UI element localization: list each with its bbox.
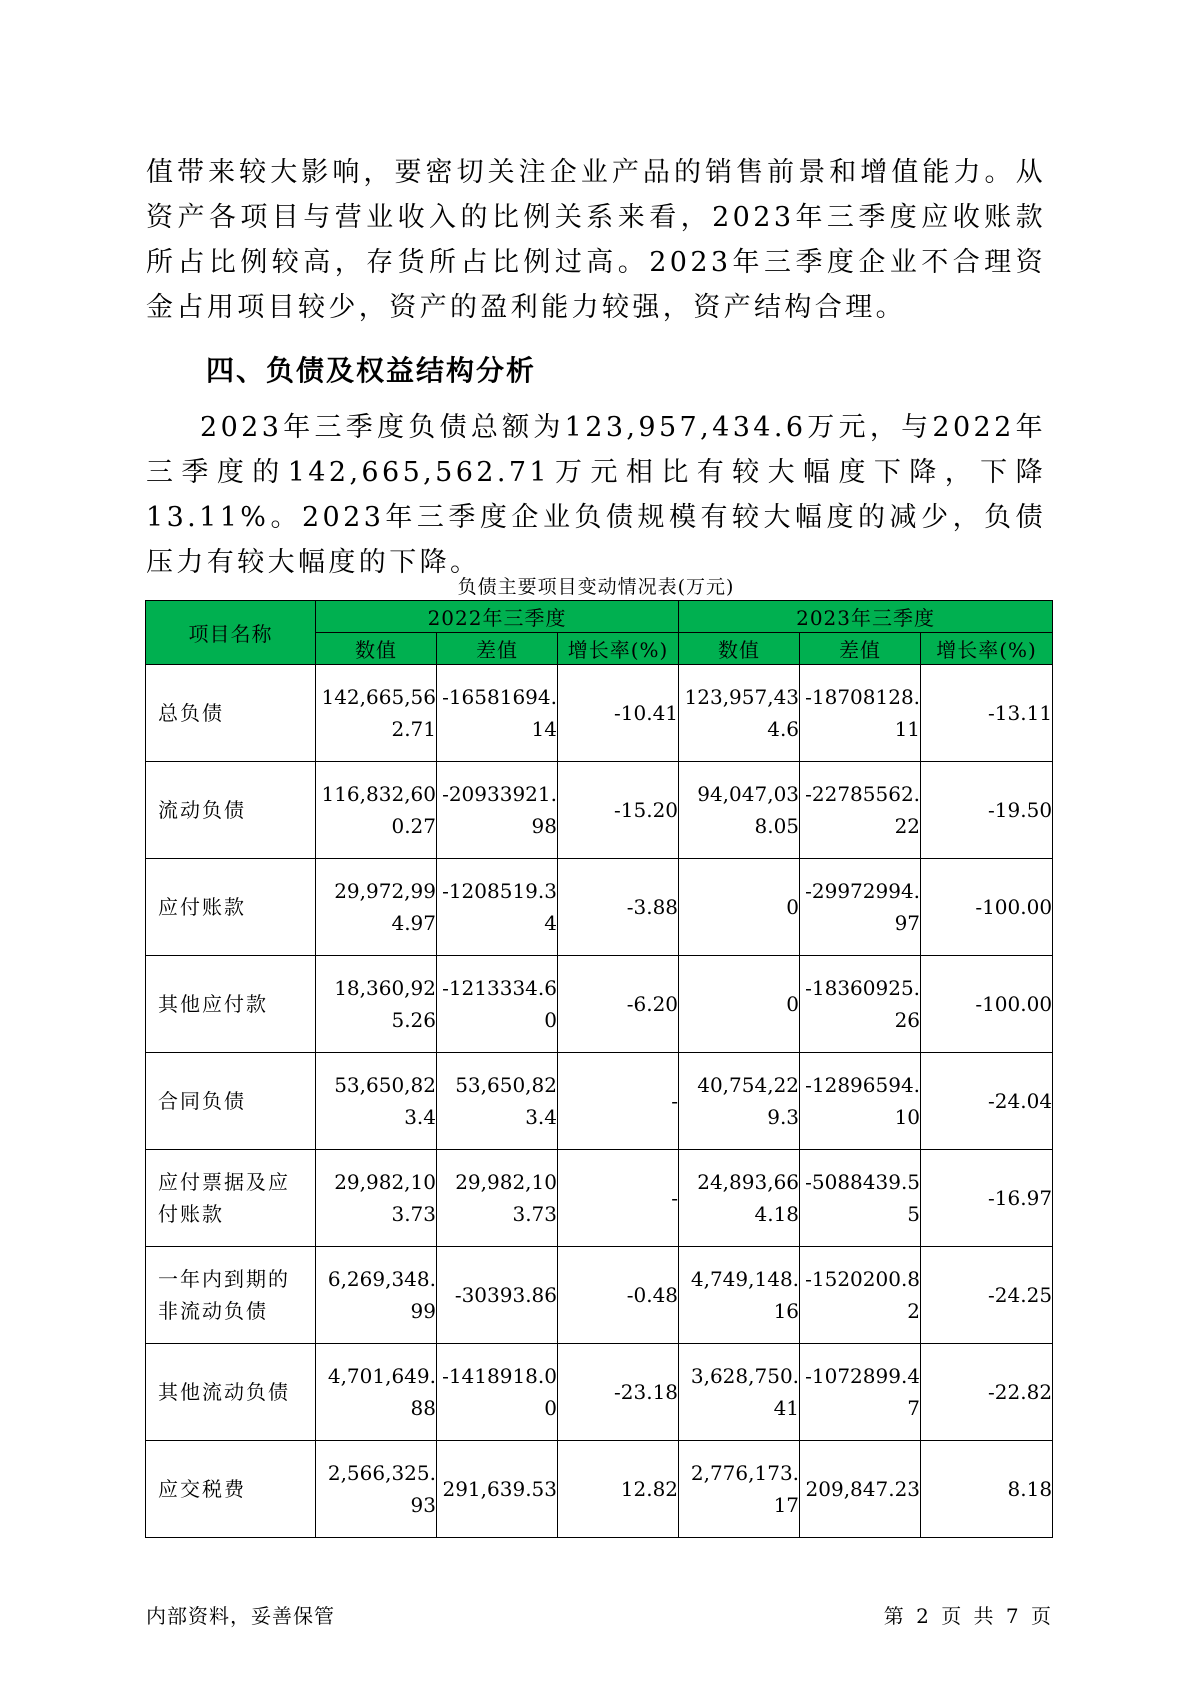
cell-item-name: 总负债 bbox=[146, 665, 316, 762]
cell-d2022: -1213334.60 bbox=[437, 956, 558, 1053]
body-paragraph-2 bbox=[146, 405, 1046, 585]
cell-d2022: 53,650,823.4 bbox=[437, 1053, 558, 1150]
cell-g2023: -19.50 bbox=[921, 762, 1053, 859]
cell-v2023: 0 bbox=[679, 956, 800, 1053]
section-heading: 四、负债及权益结构分析 bbox=[206, 354, 537, 387]
cell-g2022: -15.20 bbox=[558, 762, 679, 859]
cell-g2022: - bbox=[558, 1053, 679, 1150]
footer-page-number: 第 2 页 共 7 页 bbox=[883, 1604, 1051, 1628]
header-value-2023: 数值 bbox=[679, 633, 800, 665]
cell-v2022: 4,701,649.88 bbox=[316, 1344, 437, 1441]
cell-v2023: 40,754,229.3 bbox=[679, 1053, 800, 1150]
header-value-2022: 数值 bbox=[316, 633, 437, 665]
cell-v2022: 29,982,103.73 bbox=[316, 1150, 437, 1247]
cell-v2023: 2,776,173.17 bbox=[679, 1441, 800, 1538]
paragraph-text: 值带来较大影响，要密切关注企业产品的销售前景和增值能力。从资产各项目与营业收入的比例关系来看，2023年三季度应收账款所占比例较高，存货所占比例过高。2023年三季度企业不合理资金占用项目较少，资产的盈利能力较强，资产结构合理。 bbox=[146, 157, 1046, 323]
cell-d2022: -16581694.14 bbox=[437, 665, 558, 762]
cell-item-name: 一年内到期的非流动负债 bbox=[146, 1247, 316, 1344]
cell-v2023: 123,957,434.6 bbox=[679, 665, 800, 762]
cell-d2023: -18360925.26 bbox=[800, 956, 921, 1053]
header-period-2023: 2023年三季度 bbox=[679, 601, 1053, 633]
cell-v2023: 3,628,750.41 bbox=[679, 1344, 800, 1441]
cell-item-name: 其他应付款 bbox=[146, 956, 316, 1053]
cell-item-name: 应付账款 bbox=[146, 859, 316, 956]
cell-g2022: -23.18 bbox=[558, 1344, 679, 1441]
cell-g2022: -3.88 bbox=[558, 859, 679, 956]
cell-v2023: 24,893,664.18 bbox=[679, 1150, 800, 1247]
cell-item-name: 应付票据及应付账款 bbox=[146, 1150, 316, 1247]
table-row bbox=[146, 762, 1053, 859]
cell-d2023: -1520200.82 bbox=[800, 1247, 921, 1344]
cell-d2023: -5088439.55 bbox=[800, 1150, 921, 1247]
body-paragraph-1 bbox=[146, 150, 1046, 330]
cell-v2022: 2,566,325.93 bbox=[316, 1441, 437, 1538]
cell-g2023: -24.04 bbox=[921, 1053, 1053, 1150]
cell-d2023: 209,847.23 bbox=[800, 1441, 921, 1538]
header-growth-2022: 增长率(%) bbox=[558, 633, 679, 665]
table-row bbox=[146, 1053, 1053, 1150]
cell-d2022: -1208519.34 bbox=[437, 859, 558, 956]
cell-d2022: 29,982,103.73 bbox=[437, 1150, 558, 1247]
table-row bbox=[146, 1150, 1053, 1247]
cell-g2023: 8.18 bbox=[921, 1441, 1053, 1538]
table-row bbox=[146, 1247, 1053, 1344]
cell-v2022: 6,269,348.99 bbox=[316, 1247, 437, 1344]
table-row bbox=[146, 665, 1053, 762]
cell-g2023: -22.82 bbox=[921, 1344, 1053, 1441]
paragraph-text: 2023年三季度负债总额为123,957,434.6万元，与2022年三季度的142,665,562.71万元相比有较大幅度下降，下降13.11%。2023年三季度企业负债规模有较大幅度的减少，负债压力有较大幅度的下降。 bbox=[146, 412, 1046, 578]
table-row bbox=[146, 859, 1053, 956]
cell-v2023: 0 bbox=[679, 859, 800, 956]
cell-d2022: -1418918.00 bbox=[437, 1344, 558, 1441]
cell-g2022: - bbox=[558, 1150, 679, 1247]
cell-g2023: -100.00 bbox=[921, 859, 1053, 956]
cell-g2022: 12.82 bbox=[558, 1441, 679, 1538]
table-header-row-1 bbox=[146, 601, 1053, 633]
header-item-name: 项目名称 bbox=[146, 601, 316, 665]
table-row bbox=[146, 1441, 1053, 1538]
header-growth-2023: 增长率(%) bbox=[921, 633, 1053, 665]
header-period-2022: 2022年三季度 bbox=[316, 601, 679, 633]
table-row bbox=[146, 1344, 1053, 1441]
header-diff-2022: 差值 bbox=[437, 633, 558, 665]
cell-v2023: 4,749,148.16 bbox=[679, 1247, 800, 1344]
cell-d2022: -30393.86 bbox=[437, 1247, 558, 1344]
cell-v2022: 29,972,994.97 bbox=[316, 859, 437, 956]
cell-g2022: -6.20 bbox=[558, 956, 679, 1053]
cell-g2023: -16.97 bbox=[921, 1150, 1053, 1247]
cell-g2023: -24.25 bbox=[921, 1247, 1053, 1344]
cell-v2022: 116,832,600.27 bbox=[316, 762, 437, 859]
cell-item-name: 应交税费 bbox=[146, 1441, 316, 1538]
cell-v2023: 94,047,038.05 bbox=[679, 762, 800, 859]
cell-d2023: -1072899.47 bbox=[800, 1344, 921, 1441]
cell-d2022: -20933921.98 bbox=[437, 762, 558, 859]
liabilities-table bbox=[145, 600, 1053, 1538]
footer-confidential-note: 内部资料，妥善保管 bbox=[146, 1604, 335, 1628]
cell-d2023: -22785562.22 bbox=[800, 762, 921, 859]
cell-v2022: 53,650,823.4 bbox=[316, 1053, 437, 1150]
cell-g2023: -13.11 bbox=[921, 665, 1053, 762]
cell-d2022: 291,639.53 bbox=[437, 1441, 558, 1538]
cell-item-name: 其他流动负债 bbox=[146, 1344, 316, 1441]
cell-item-name: 流动负债 bbox=[146, 762, 316, 859]
header-diff-2023: 差值 bbox=[800, 633, 921, 665]
table-row bbox=[146, 956, 1053, 1053]
cell-d2023: -18708128.11 bbox=[800, 665, 921, 762]
cell-v2022: 142,665,562.71 bbox=[316, 665, 437, 762]
cell-item-name: 合同负债 bbox=[146, 1053, 316, 1150]
cell-v2022: 18,360,925.26 bbox=[316, 956, 437, 1053]
cell-g2023: -100.00 bbox=[921, 956, 1053, 1053]
table-caption: 负债主要项目变动情况表(万元) bbox=[457, 576, 735, 598]
cell-d2023: -12896594.10 bbox=[800, 1053, 921, 1150]
cell-g2022: -10.41 bbox=[558, 665, 679, 762]
cell-d2023: -29972994.97 bbox=[800, 859, 921, 956]
cell-g2022: -0.48 bbox=[558, 1247, 679, 1344]
